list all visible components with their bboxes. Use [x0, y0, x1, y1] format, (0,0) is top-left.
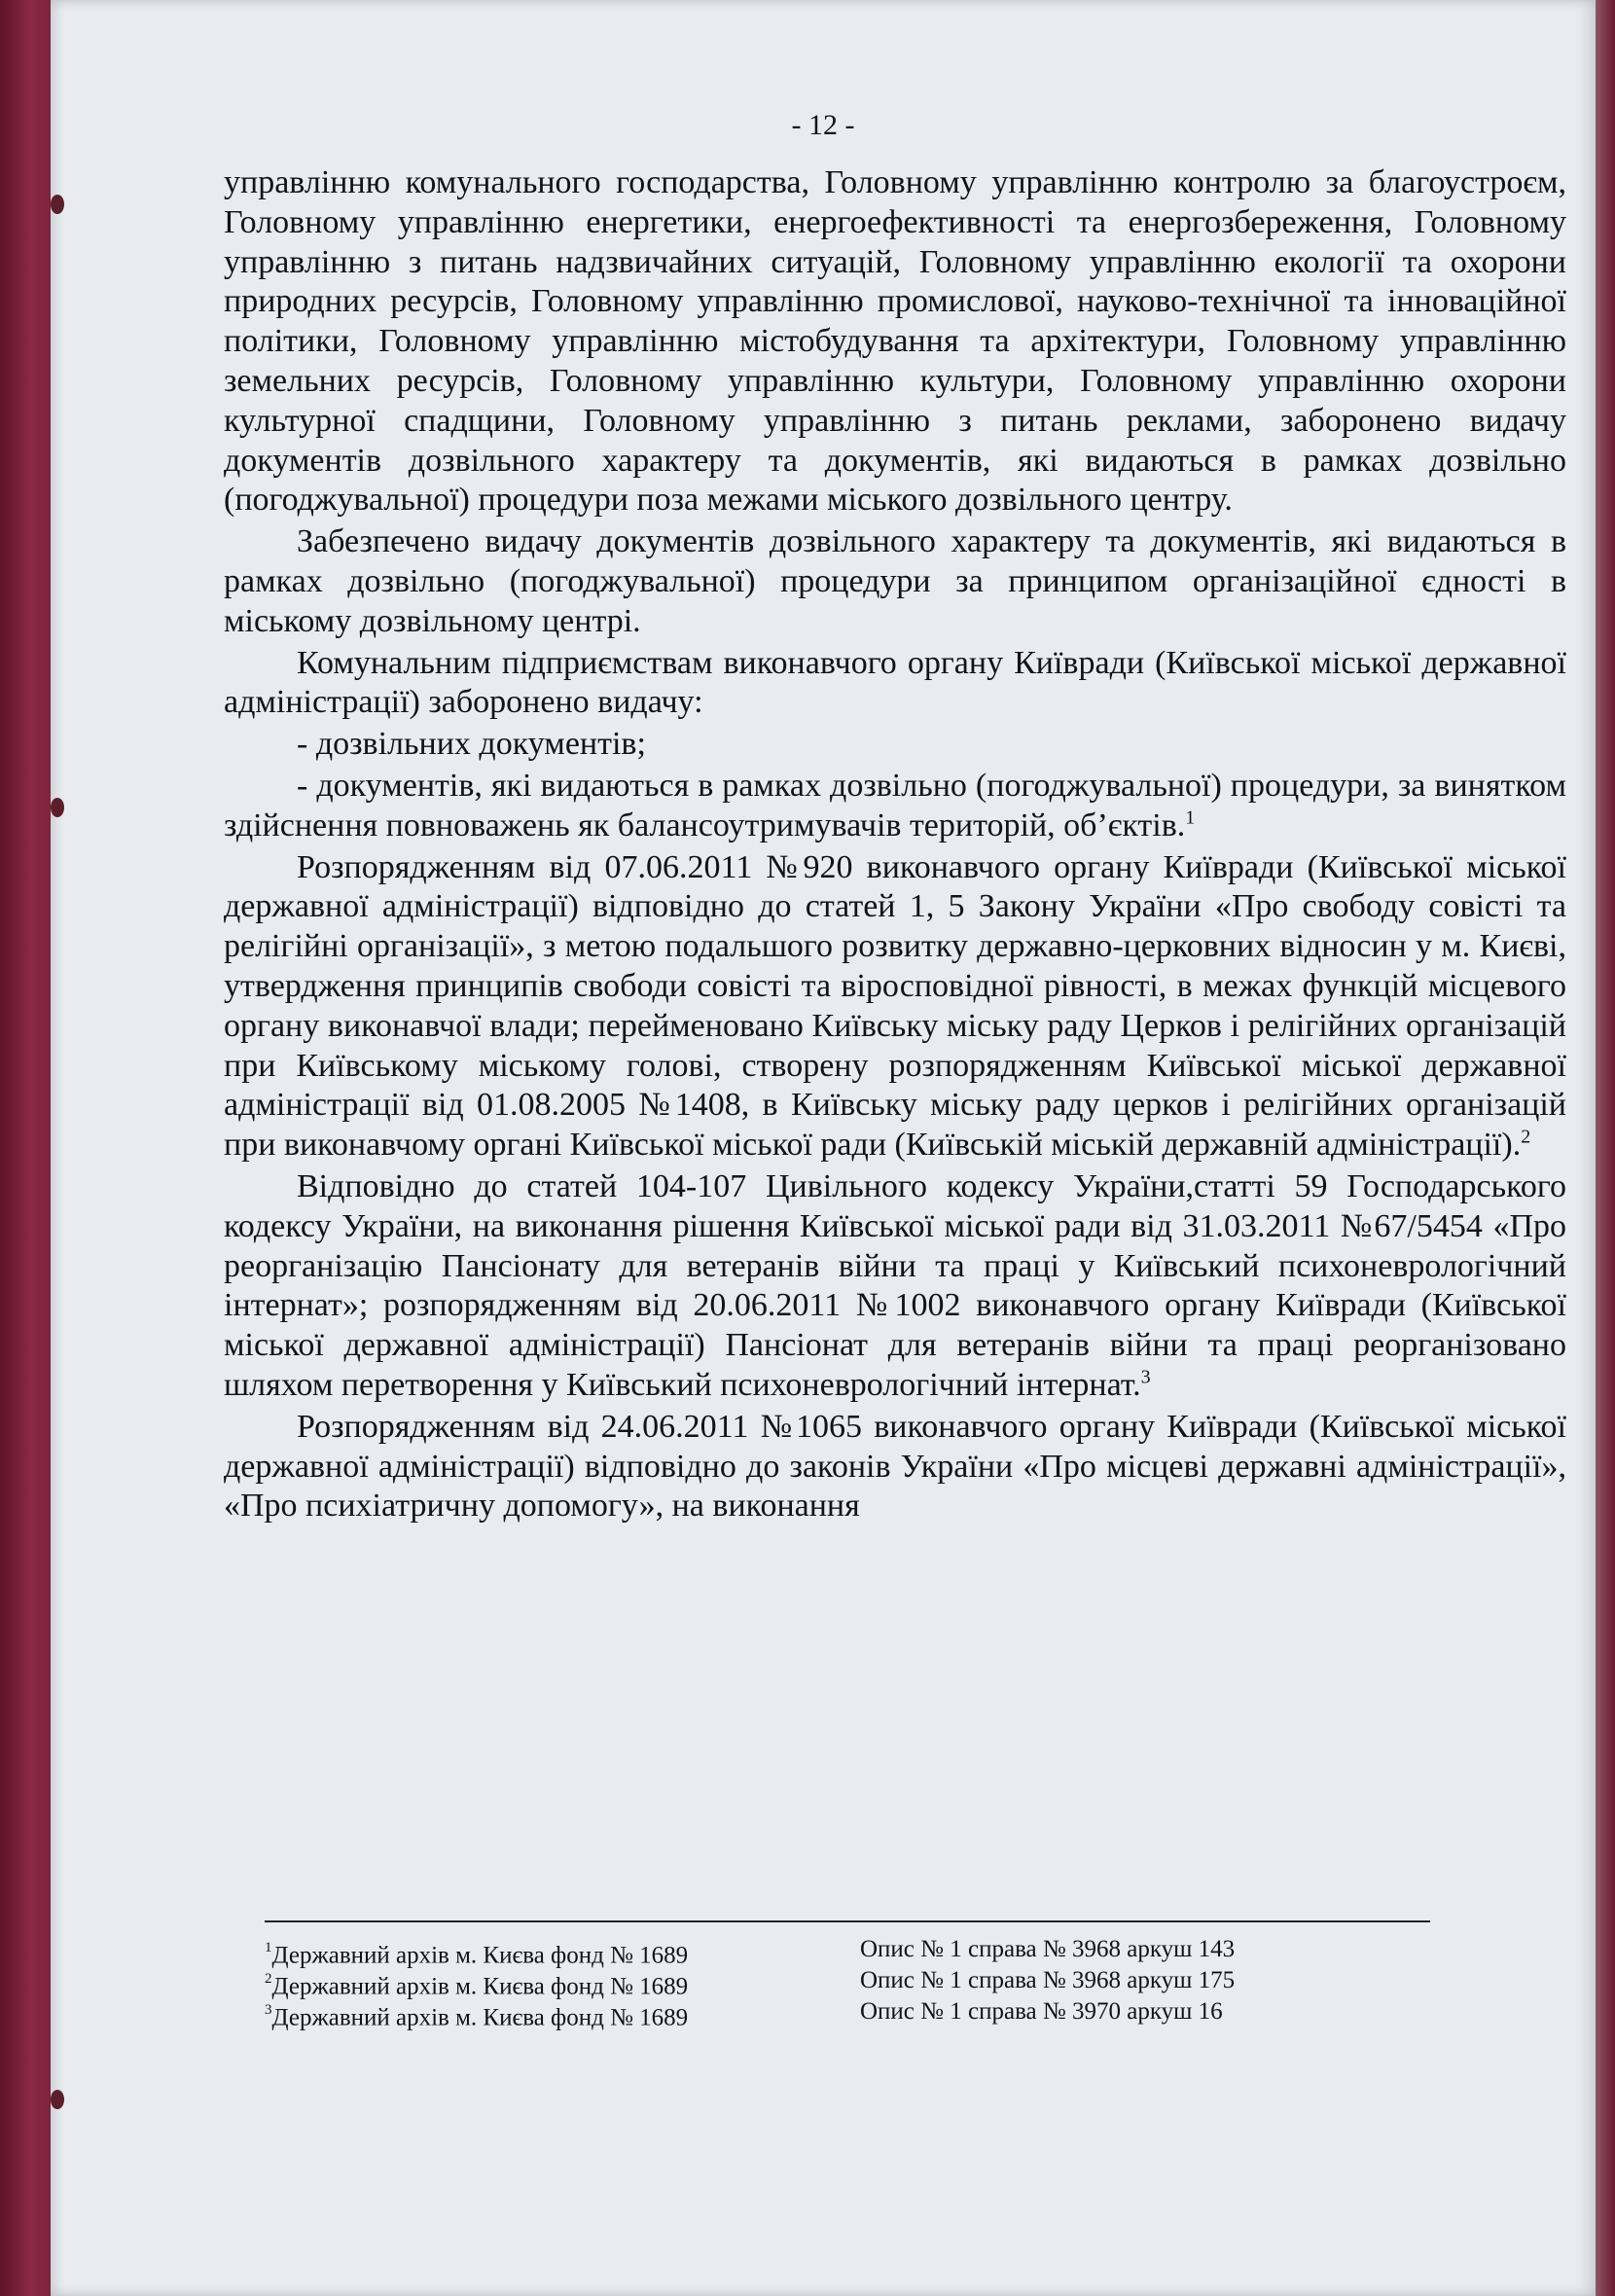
- footnote-mark: 2: [265, 1971, 272, 1987]
- document-body: [224, 163, 1566, 1526]
- binder-cover-left: [0, 0, 56, 2296]
- footnote: [265, 1996, 1432, 2031]
- footnote-reference: Опис № 1 справа № 3968 аркуш 143: [860, 1936, 1236, 1962]
- footnote-archive: Державний архів м. Києва фонд № 1689: [271, 1973, 689, 2000]
- footnote-mark: 3: [265, 2002, 272, 2018]
- paragraph: управлінню комунального господарства, Головному управлінню контролю за благоустроєм, Головному управлінню енергетики, енергоефективності та енергозбереження, Головному управлінню з питань надзвичайних ситуацій, Головному управлінню екології та охорони природних ресурсів, Головному управлінню промислової, науково-технічної та інноваційної політики, Головному управлінню містобудування та архітектури, Головному управлінню земельних ресурсів, Головному управлінню культури, Головному управлінню охорони культурної спадщини, Головному управлінню з питань реклами, заборонено видачу документів дозвільного характеру та документів, які видаються в рамках дозвільно (погоджувальної) процедури поза межами міського дозвільного центру.: [224, 164, 1566, 519]
- footnote-archive: Державний архів м. Києва фонд № 1689: [271, 2004, 689, 2031]
- footnote: [265, 1965, 1432, 2000]
- footnote: [265, 1934, 1432, 1969]
- page-number: - 12 -: [791, 109, 855, 141]
- punch-hole: [51, 798, 64, 817]
- paragraph: Забезпечено видачу документів дозвільного характеру та документів, які видаються в рамках дозвільно (погоджувальної) процедури за принципом організаційної єдності в міському дозвільному центрі.: [224, 523, 1566, 639]
- paragraph-text: - документів, які видаються в рамках дозвільно (погоджувальної) процедури, за винятком здійснення повноважень як балансоутримувачів територій, об’єктів.: [224, 767, 1566, 843]
- footnote-reference: Опис № 1 справа № 3968 аркуш 175: [860, 1967, 1236, 1993]
- paragraph-text: Розпорядженням від 07.06.2011 №920 виконавчого органу Київради (Київської міської державної адміністрації) відповідно до статей 1, 5 Закону України «Про свободу совісті та релігійні організації», з метою подальшого розвитку державно-церковних відносин у м. Києві, утвердження принципів свободи совісті та віросповідної рівності, в межах функцій місцевого органу виконавчої влади; перейменовано Київську міську раду Церков і релігійних організацій при Київському міському голові, створену розпорядженням Київської міської державної адміністрації від 01.08.2005 №1408, в Київську міську раду церков і релігійних організацій при виконавчому органі Київської міської ради (Київській міській державній адміністрації).: [224, 848, 1566, 1164]
- footnote-source: [265, 1996, 688, 2033]
- paragraph: [224, 848, 1566, 1166]
- footnotes: [265, 1934, 1432, 2031]
- punch-hole: [51, 195, 64, 214]
- paragraph-text: Відповідно до статей 104-107 Цивільного кодексу України,статті 59 Господарського кодексу України, на виконання рішення Київської міської ради від 31.03.2011 №67/5454 «Про реорганізацію Пансіонату для ветеранів війни та праці у Київський психоневрологічний інтернат»; розпорядженням від 20.06.2011 №1002 виконавчого органу Київради (Київської міської державної адміністрації) Пансіонат для ветеранів війни та праці реорганізовано шляхом перетворення у Київський психоневрологічний інтернат.: [224, 1167, 1566, 1403]
- list-item: - дозвільних документів;: [297, 726, 646, 763]
- paragraph: Комунальним підприємствам виконавчого органу Київради (Київської міської державної адміністрації) заборонено видачу:: [224, 644, 1566, 721]
- footnote-marker: 1: [1185, 807, 1196, 829]
- paragraph: Розпорядженням від 24.06.2011 №1065 виконавчого органу Київради (Київської міської державної адміністрації) відповідно до законів України «Про місцеві державні адміністрації», «Про психіатричну допомогу», на виконання: [224, 1408, 1566, 1525]
- paragraph: [224, 1167, 1566, 1406]
- footnote-marker: 3: [1140, 1366, 1151, 1388]
- footnote-marker: 2: [1521, 1126, 1531, 1148]
- list-item: [224, 767, 1566, 846]
- footnote-mark: 1: [265, 1940, 272, 1955]
- footnote-divider: [265, 1920, 1430, 1922]
- document-page: [51, 0, 1596, 2296]
- footnote-archive: Державний архів м. Києва фонд № 1689: [271, 1942, 689, 1969]
- footnote-reference: Опис № 1 справа № 3970 аркуш 16: [860, 1998, 1223, 2025]
- punch-hole: [51, 2090, 64, 2109]
